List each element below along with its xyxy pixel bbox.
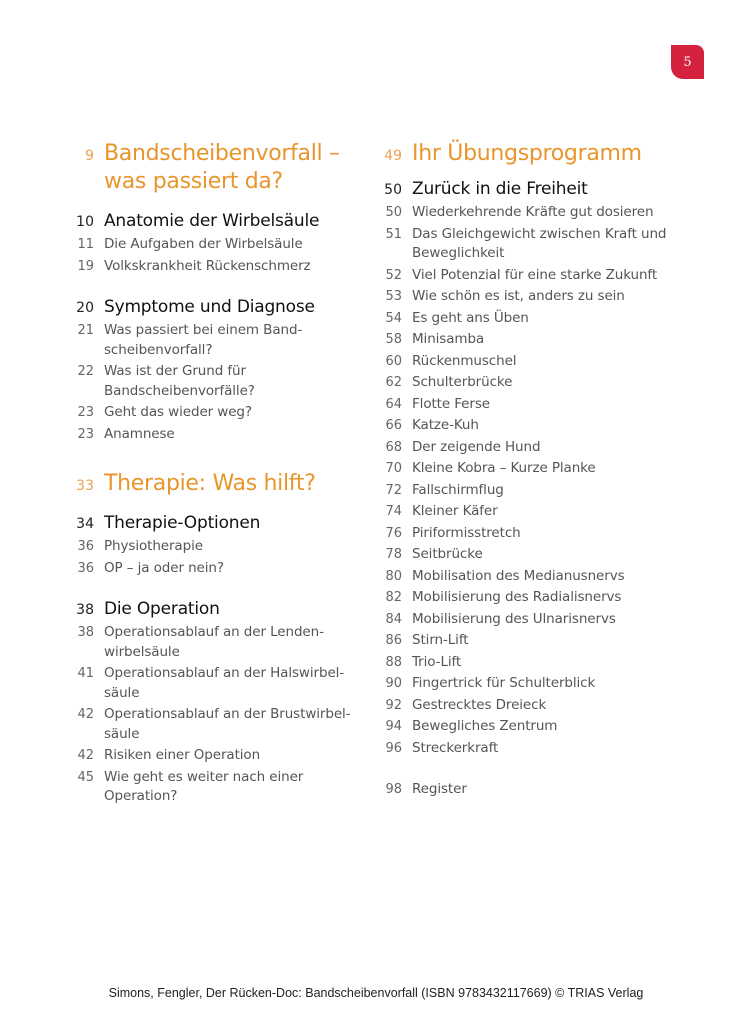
toc-entry[interactable]	[380, 309, 680, 329]
entry-page-number: 66	[385, 418, 402, 433]
entry-page-number: 76	[385, 525, 402, 541]
toc-entry[interactable]	[72, 425, 362, 445]
toc-entry[interactable]	[380, 674, 680, 694]
toc-entry[interactable]	[380, 696, 680, 716]
entry-title: Stirn-Lift	[412, 632, 469, 648]
entry-title: Rückenmuschel	[412, 352, 517, 369]
toc-section	[72, 296, 362, 444]
entry-title: Kleine Kobra – Kurze Planke	[412, 460, 596, 476]
entry-title: Wiederkehrende Kräfte gut dosieren	[412, 204, 654, 220]
entry-page-number: 52	[385, 267, 402, 283]
entry-page-number: 68	[385, 439, 402, 455]
toc-entry[interactable]	[380, 266, 680, 286]
entry-title: Risiken einer Operation	[104, 747, 261, 763]
toc-part[interactable]	[72, 470, 362, 498]
part-title: Ihr Übungsprogramm	[412, 141, 642, 166]
entry-page-number: 19	[77, 258, 94, 274]
toc-part[interactable]	[72, 140, 362, 196]
entry-title: Physiotherapie	[104, 538, 203, 554]
chapter-page-number: 20	[76, 300, 94, 316]
chapter-title: Anatomie der Wirbelsäule	[104, 211, 320, 231]
entry-title: Minisamba	[412, 331, 485, 347]
toc-entry[interactable]	[380, 588, 680, 608]
entry-page-number: 90	[385, 676, 402, 691]
toc-entry[interactable]	[380, 739, 680, 759]
entry-title: Was ist der Grund für Bandscheibenvorfälle?	[104, 363, 255, 399]
entry-title: Es geht ans Üben	[412, 309, 529, 326]
toc-section	[72, 598, 362, 807]
entry-title: Flotte Ferse	[412, 395, 490, 412]
chapter-page-number: 50	[384, 182, 402, 198]
entry-title: Fingertrick für Schulterblick	[412, 675, 596, 691]
chapter-title: Therapie-Optionen	[104, 513, 261, 533]
toc-entry[interactable]	[72, 664, 362, 703]
toc-entry-register[interactable]	[380, 780, 680, 800]
toc-entry[interactable]	[72, 537, 362, 557]
entry-page-number: 22	[77, 364, 94, 379]
entry-title: Operationsablauf an der Brustwirbel-säule	[104, 706, 351, 742]
entry-page-number: 54	[385, 310, 402, 326]
toc-entry[interactable]	[380, 395, 680, 415]
part-title: Bandscheibenvorfall – was passiert da?	[104, 141, 340, 194]
toc-entry[interactable]	[380, 352, 680, 372]
toc-right-column	[380, 140, 680, 800]
entry-title: Fallschirmflug	[412, 481, 504, 498]
entry-page-number: 94	[385, 719, 402, 734]
toc-entry[interactable]	[380, 631, 680, 651]
toc-entry[interactable]	[380, 438, 680, 458]
entry-title: OP – ja oder nein?	[104, 559, 224, 576]
toc-entry[interactable]	[72, 362, 362, 401]
entry-title: Operationsablauf an der Halswirbel-säule	[104, 665, 345, 701]
exercise-list	[380, 203, 680, 758]
toc-entry[interactable]	[380, 545, 680, 565]
entry-title: Wie schön es ist, anders zu sein	[412, 288, 625, 304]
toc-entry[interactable]	[380, 373, 680, 393]
toc-entry[interactable]	[380, 610, 680, 630]
entry-page-number: 96	[385, 740, 402, 756]
entry-page-number: 51	[385, 226, 402, 242]
part-title: Therapie: Was hilft?	[104, 471, 316, 496]
toc-chapter[interactable]	[72, 512, 362, 534]
toc-entry[interactable]	[380, 567, 680, 587]
toc-entry[interactable]	[72, 235, 362, 255]
entry-title: Anamnese	[104, 425, 175, 442]
entry-title: Die Aufgaben der Wirbelsäule	[104, 236, 303, 252]
entry-title: Piriformisstretch	[412, 524, 521, 541]
part-page-number: 9	[85, 148, 94, 164]
toc-entry[interactable]	[380, 203, 680, 223]
entry-page-number: 64	[385, 396, 402, 412]
toc-chapter[interactable]	[72, 598, 362, 620]
entry-title: Wie geht es weiter nach einer Operation?	[104, 768, 304, 804]
footer-citation: Simons, Fengler, Der Rücken-Doc: Bandscheibenvorfall (ISBN 9783432117669) © TRIAS Verlag	[108, 986, 644, 1000]
entry-page-number: 42	[77, 748, 94, 763]
entry-page-number: 50	[385, 205, 402, 220]
page-number-badge: 5	[671, 45, 704, 79]
entry-title: Seitbrücke	[412, 546, 483, 562]
toc-section	[72, 512, 362, 578]
entry-page-number: 36	[77, 560, 94, 576]
toc-entry[interactable]	[380, 502, 680, 522]
entry-title: Viel Potenzial für eine starke Zukunft	[412, 266, 658, 283]
entry-page-number: 98	[385, 782, 402, 797]
entry-page-number: 45	[77, 769, 94, 785]
toc-entry[interactable]	[72, 559, 362, 579]
entry-page-number: 23	[77, 426, 94, 442]
chapter-page-number: 34	[76, 516, 94, 532]
entry-page-number: 23	[77, 405, 94, 420]
entry-page-number: 58	[385, 332, 402, 347]
part-page-number: 49	[384, 148, 402, 164]
toc-entry[interactable]	[380, 330, 680, 350]
toc-entry[interactable]	[72, 623, 362, 662]
entry-page-number: 84	[385, 611, 402, 627]
entry-page-number: 88	[385, 654, 402, 670]
entry-title: Streckerkraft	[412, 739, 499, 756]
toc-chapter[interactable]	[72, 296, 362, 318]
entry-page-number: 38	[77, 625, 94, 640]
entry-page-number: 78	[385, 547, 402, 562]
entry-page-number: 36	[77, 539, 94, 554]
entry-page-number: 53	[385, 289, 402, 304]
entry-page-number: 72	[385, 482, 402, 498]
entry-page-number: 70	[385, 461, 402, 476]
entry-title: Der zeigende Hund	[412, 438, 541, 455]
entry-page-number: 92	[385, 697, 402, 713]
entry-title: Volkskrankheit Rückenschmerz	[104, 257, 311, 274]
toc-left-column	[72, 140, 362, 827]
toc-entry[interactable]	[380, 287, 680, 307]
toc-chapter[interactable]	[72, 210, 362, 232]
entry-title: Bewegliches Zentrum	[412, 718, 558, 734]
entry-page-number: 41	[77, 666, 94, 681]
chapter-title: Symptome und Diagnose	[104, 297, 315, 317]
entry-title: Trio-Lift	[412, 653, 462, 670]
toc-entry[interactable]	[380, 225, 680, 264]
toc-entry[interactable]	[380, 416, 680, 436]
toc-entry[interactable]	[72, 768, 362, 807]
toc-chapter[interactable]	[380, 178, 680, 200]
entry-title: Kleiner Käfer	[412, 503, 498, 519]
chapter-title: Zurück in die Freiheit	[412, 179, 588, 199]
entry-title: Mobilisation des Medianusnervs	[412, 567, 625, 584]
chapter-page-number: 38	[76, 602, 94, 618]
entry-title: Mobilisierung des Radialisnervs	[412, 589, 622, 605]
toc-entry[interactable]	[380, 524, 680, 544]
toc-part[interactable]	[380, 140, 680, 168]
entry-page-number: 82	[385, 590, 402, 605]
toc-entry[interactable]	[72, 321, 362, 360]
toc-entry[interactable]	[380, 717, 680, 737]
entry-page-number: 74	[385, 504, 402, 519]
part-page-number: 33	[76, 478, 94, 494]
toc-entry[interactable]	[72, 746, 362, 766]
toc-entry[interactable]	[380, 481, 680, 501]
toc-entry[interactable]	[380, 459, 680, 479]
entry-page-number: 62	[385, 375, 402, 390]
toc-entry[interactable]	[72, 403, 362, 423]
chapter-page-number: 10	[76, 214, 94, 230]
toc-entry[interactable]	[72, 257, 362, 277]
entry-page-number: 21	[77, 323, 94, 338]
entry-title: Schulterbrücke	[412, 374, 513, 390]
entry-title: Mobilisierung des Ulnarisnervs	[412, 610, 616, 627]
entry-title: Geht das wieder weg?	[104, 404, 252, 420]
entry-title: Das Gleichgewicht zwischen Kraft und Beweglichkeit	[412, 225, 667, 261]
entry-page-number: 11	[77, 237, 94, 252]
entry-page-number: 80	[385, 568, 402, 584]
entry-title: Operationsablauf an der Lenden-wirbelsäule	[104, 624, 324, 660]
entry-title: Register	[412, 781, 467, 797]
entry-page-number: 42	[77, 707, 94, 722]
chapter-title: Die Operation	[104, 599, 220, 619]
entry-title: Gestrecktes Dreieck	[412, 696, 547, 713]
entry-title: Katze-Kuh	[412, 417, 479, 433]
entry-page-number: 60	[385, 353, 402, 369]
toc-section	[72, 210, 362, 276]
entry-page-number: 86	[385, 633, 402, 648]
toc-entry[interactable]	[72, 705, 362, 744]
toc-entry[interactable]	[380, 653, 680, 673]
entry-title: Was passiert bei einem Band-scheibenvorfall?	[104, 322, 303, 358]
